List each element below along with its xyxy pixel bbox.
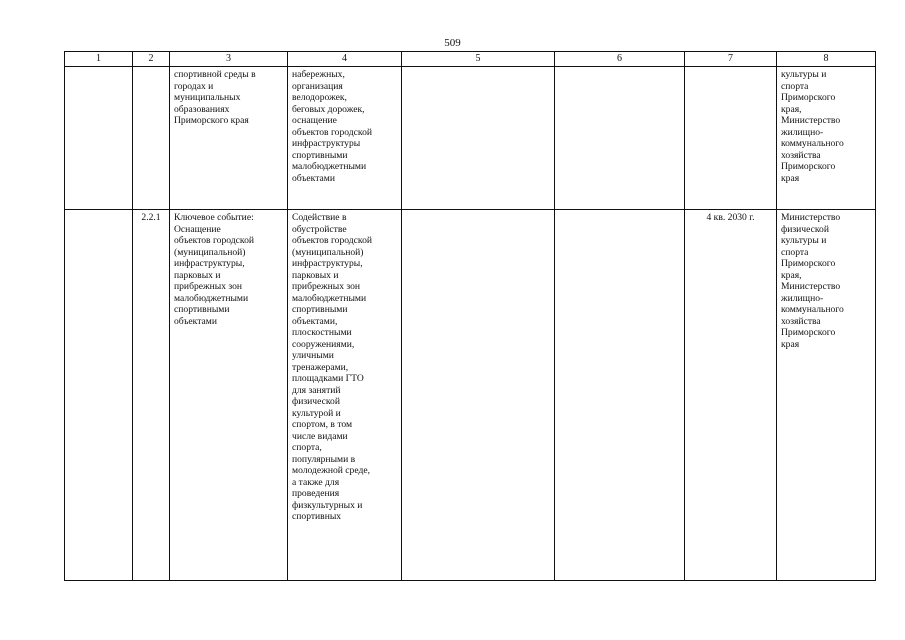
- cell-col-8: культуры и спорта Приморского края, Министерство жилищно- коммунального хозяйства Приморского края: [777, 67, 876, 210]
- cell-col-3: спортивной среды в городах и муниципальных образованиях Приморского края: [170, 67, 288, 210]
- header-col-2: 2: [133, 52, 170, 67]
- cell-col-1: [65, 210, 133, 581]
- header-row: [65, 52, 876, 67]
- cell-col-5: [402, 210, 555, 581]
- cell-col-1: [65, 67, 133, 210]
- cell-col-8: Министерство физической культуры и спорта Приморского края, Министерство жилищно- коммунального хозяйства Приморского края: [777, 210, 876, 581]
- header-col-8: 8: [777, 52, 876, 67]
- cell-col-3: Ключевое событие: Оснащение объектов городской (муниципальной) инфраструктуры, парковых и прибрежных зон малобюджетными спортивными объектами: [170, 210, 288, 581]
- cell-col-7: [685, 67, 777, 210]
- header-col-3: 3: [170, 52, 288, 67]
- page-number: 509: [444, 37, 461, 49]
- header-col-7: 7: [685, 52, 777, 67]
- cell-col-6: [555, 67, 685, 210]
- header-col-4: 4: [288, 52, 402, 67]
- header-col-6: 6: [555, 52, 685, 67]
- cell-col-2: [133, 67, 170, 210]
- cell-col-6: [555, 210, 685, 581]
- cell-col-5: [402, 67, 555, 210]
- header-col-5: 5: [402, 52, 555, 67]
- cell-col-4: Содействие в обустройстве объектов городской (муниципальной) инфраструктуры, парковых и прибрежных зон малобюджетными спортивными объектами, плоскостными сооружениями, уличными тренажерами, площадками ГТО для занятий физической культурой и спортом, в том числе видами спорта, популярными в молодежной среде, а также для проведения физкультурных и спортивных: [288, 210, 402, 581]
- table-row: [65, 67, 876, 210]
- header-col-1: 1: [65, 52, 133, 67]
- cell-col-7: 4 кв. 2030 г.: [685, 210, 777, 581]
- cell-col-4: набережных, организация велодорожек, беговых дорожек, оснащение объектов городской инфраструктуры спортивными малобюджетными объектами: [288, 67, 402, 210]
- table-row: [65, 210, 876, 581]
- cell-col-2: 2.2.1: [133, 210, 170, 581]
- document-table: [64, 51, 876, 581]
